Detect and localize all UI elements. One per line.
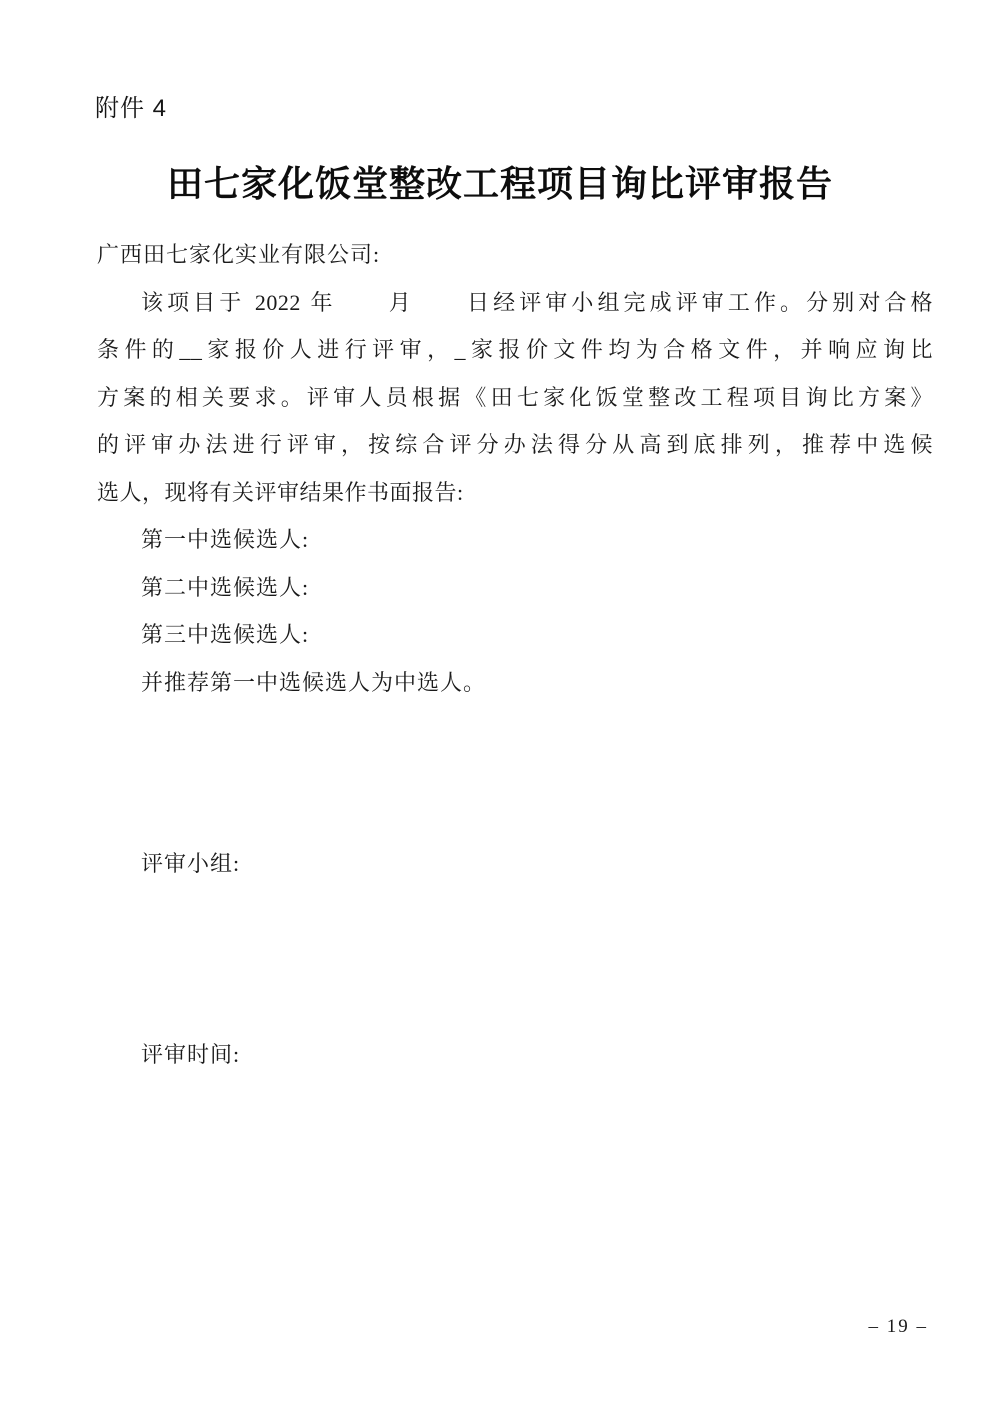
document-title: 田七家化饭堂整改工程项目询比评审报告	[166, 164, 833, 204]
candidate-line-third: 第三中选候选人:	[141, 622, 310, 647]
review-time-label: 评审时间:	[141, 1041, 241, 1067]
paragraph-line: 选人，现将有关评审结果作书面报告:	[97, 479, 464, 505]
candidate-line-second: 第二中选候选人:	[141, 574, 310, 600]
paragraph-line: 方案的相关要求。评审人员根据《田七家化饭堂整改工程项目询比方案》	[97, 384, 933, 410]
paragraph-line: 的评审办法进行评审，按综合评分办法得分从高到底排列，推荐中选候	[97, 432, 933, 457]
document-body	[97, 231, 933, 1078]
candidate-line-first: 第一中选候选人:	[141, 527, 310, 552]
review-team-label: 评审小组:	[141, 851, 241, 876]
attachment-label: 附件 4	[95, 95, 168, 122]
salutation-line: 广西田七家化实业有限公司:	[97, 242, 381, 267]
page-number: – 19 –	[868, 1316, 928, 1337]
paragraph-line: 该项目于 2022 年 月 日经评审小组完成评审工作。分别对合格	[141, 289, 933, 315]
paragraph-line: 条件的__家报价人进行评审，_家报价文件均为合格文件，并响应询比	[97, 337, 933, 362]
recommendation-line: 并推荐第一中选候选人为中选人。	[141, 669, 487, 695]
